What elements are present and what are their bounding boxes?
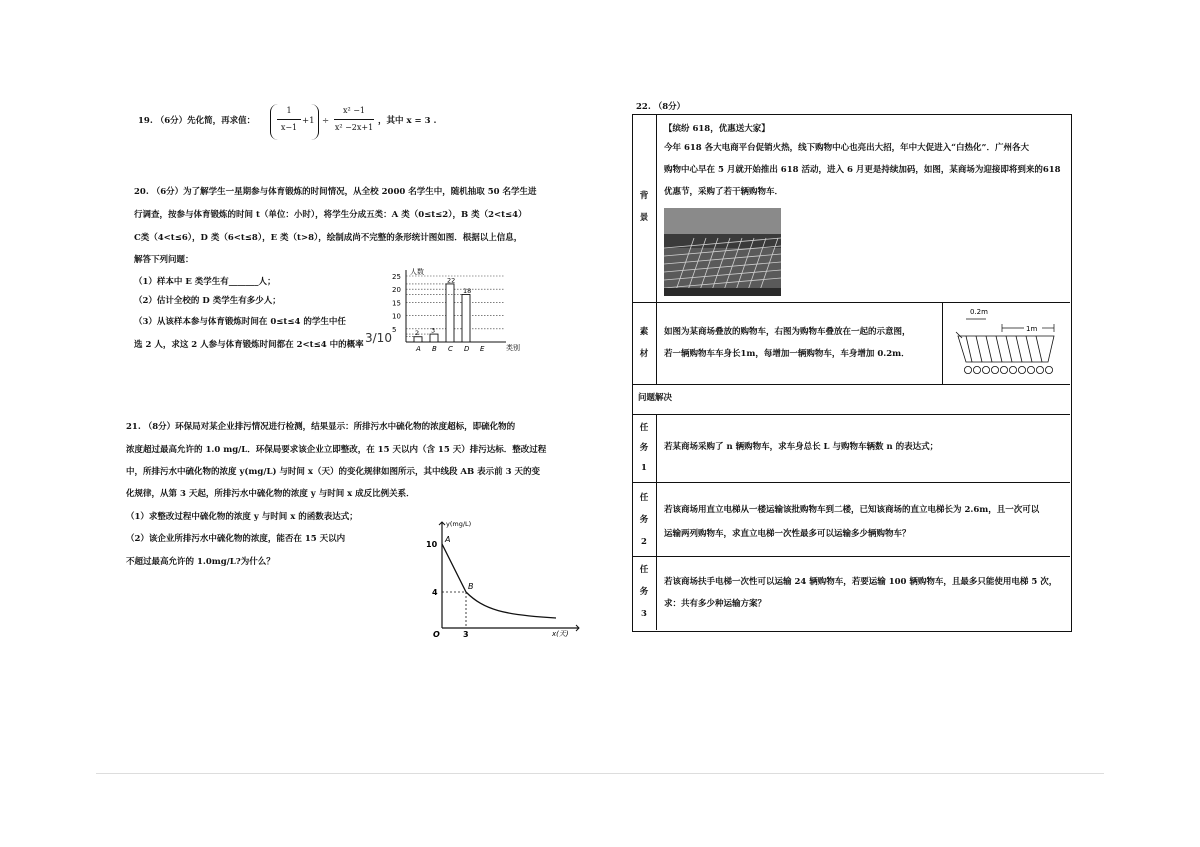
task2-line1: 若该商场用直立电梯从一楼运输该批购物车到二楼，已知该商场的直立电梯长为 2.6m，且一次可以 — [664, 505, 1040, 515]
graph-xlabel: x(天) — [552, 630, 569, 638]
solve-label: 问题解决 — [638, 393, 673, 403]
segment-AB — [442, 544, 466, 592]
page-bottom-rule — [96, 773, 1104, 774]
bar-xlabel: 类别 — [506, 344, 520, 352]
q19-frac1-bar — [277, 119, 301, 120]
q19-frac2-num: x² −1 — [342, 106, 366, 115]
bg-line1: 今年 618 各大电商平台促销火热，线下购物中心也亮出大招，年中大促进入“白热化”．广州各大 — [664, 143, 1029, 153]
q20-sub3: （3）从该样本参与体育锻炼时间在 0≤t≤4 的学生中任 — [134, 317, 346, 327]
cart-wheel — [964, 366, 971, 373]
q19-head: 19. （6分）先化简，再求值： — [138, 116, 256, 126]
q21-function-graph — [424, 518, 584, 638]
inverse-curve — [466, 592, 556, 618]
cart-wheel — [982, 366, 989, 373]
task1-num: 1 — [641, 463, 647, 473]
q19-paren-right — [310, 104, 319, 140]
bar-xtick-label: E — [480, 345, 485, 352]
mat-line2: 若一辆购物车车身长1m，每增加一辆购物车，车身增加 0.2m． — [664, 349, 910, 359]
cart-wheel — [1036, 366, 1043, 373]
cart-wheel — [1000, 366, 1007, 373]
origin-label: O — [433, 630, 440, 638]
task2-label-2: 务 — [639, 515, 649, 525]
bar-xtick-label: C — [448, 345, 453, 352]
bg-line3: 优惠节，采购了若干辆购物车． — [664, 187, 784, 197]
q19-frac1-den: x−1 — [280, 123, 298, 132]
q20-sub1: （1）样本中 E 类学生有_______人； — [134, 277, 276, 287]
bg-line2: 购物中心早在 5 月就开始推出 618 活动，进入 6 月更是持续加码，如图，某商场为迎接即将到来的618 — [664, 165, 1061, 175]
bar-B — [430, 334, 438, 342]
q19-frac1-num: 1 — [286, 106, 292, 115]
q21-line3: 中，所排污水中硫化物的浓度 y(mg/L) 与时间 x（天）的变化规律如图所示，其中线段 AB 表示前 3 天的变 — [126, 467, 540, 477]
q19-tail: ，其中 x = 3 . — [378, 116, 437, 126]
q20-line2: 行调查，按参与体育锻炼的时间 t（单位：小时），将学生分成五类：A 类（0≤t≤2），B 类（2<t≤4） — [134, 210, 527, 220]
bar-C — [446, 284, 454, 342]
bar-value-label: 2 — [415, 329, 420, 338]
bar-xtick-label: B — [432, 345, 437, 352]
task3-line2: 求：共有多少种运输方案？ — [664, 599, 767, 609]
dim-1m: 1m — [1026, 325, 1038, 333]
bar-D — [462, 294, 470, 342]
task3-label-2: 务 — [639, 587, 649, 597]
bg-title: 【缤纷 618，优惠送大家】 — [664, 124, 770, 134]
task2-num: 2 — [641, 537, 647, 547]
bar-xtick-label: D — [464, 345, 470, 352]
task2-line2: 运输两列购物车，求直立电梯一次性最多可以运输多少辆购物车？ — [664, 529, 911, 539]
q19-frac2-den: x² −2x+1 — [334, 123, 374, 132]
bar-ytick-label: 15 — [392, 299, 401, 308]
xtick-3: 3 — [463, 630, 469, 638]
cart-wheel — [1009, 366, 1016, 373]
cart-wheel — [1045, 366, 1052, 373]
q21-sub1: （1）求整改过程中硫化物的浓度 y 与时间 x 的函数表达式； — [126, 512, 358, 522]
q20-sub3b: 选 2 人，求这 2 人参与体育锻炼时间都在 2<t≤4 中的概率 — [134, 340, 364, 350]
bar-A — [414, 337, 422, 342]
task1-label-1: 任 — [639, 423, 649, 433]
q20-line1: 20. （6分）为了解学生一星期参与体育锻炼的时间情况，从全校 2000 名学生中，随机抽取 50 名学生进 — [134, 187, 537, 197]
q22-head: 22. （8分） — [636, 102, 686, 112]
bg-label-1: 背 — [639, 191, 649, 201]
ytick-10: 10 — [426, 540, 438, 549]
task3-num: 3 — [641, 609, 647, 619]
shopping-carts-photo — [664, 208, 781, 296]
mat-line1: 如图为某商场叠放的购物车，右图为购物车叠放在一起的示意图， — [664, 327, 911, 337]
q21-line2: 浓度超过最高允许的 1.0 mg/L．环保局要求该企业立即整改，在 15 天以内（含 15 天）排污达标．整改过程 — [126, 445, 547, 455]
q19-plus1: +1 — [302, 116, 315, 126]
q20-line4: 解答下列问题： — [134, 255, 194, 265]
q21-line4: 化规律，从第 3 天起，所排污水中硫化物的浓度 y 与时间 x 成反比例关系． — [126, 489, 415, 499]
q20-bar-chart — [384, 262, 534, 352]
bar-value-label: 3 — [431, 326, 436, 335]
task3-line1: 若该商场扶手电梯一次性可以运输 24 辆购物车，若要运输 100 辆购物车，且最多只能使用电梯 5 次， — [664, 577, 1058, 587]
bar-ytick-label: 20 — [392, 286, 401, 295]
bar-value-label: 22 — [447, 276, 456, 285]
point-A-label: A — [445, 535, 451, 544]
bar-xtick-label: A — [416, 345, 421, 352]
task1-text: 若某商场采购了 n 辆购物车，求车身总长 L 与购物车辆数 n 的表达式； — [664, 442, 939, 452]
q19-div: ÷ — [322, 116, 330, 126]
bar-ytick-label: 25 — [392, 273, 401, 281]
mat-label-1: 素 — [639, 327, 649, 337]
dim-0-2m: 0.2m — [970, 308, 988, 316]
bar-ylabel: 人数 — [410, 268, 424, 276]
bg-label-2: 景 — [639, 213, 649, 223]
cart-wheel — [1018, 366, 1025, 373]
point-B-label: B — [468, 582, 474, 591]
cart-wheel — [991, 366, 998, 373]
graph-ylabel: y(mg/L) — [446, 520, 472, 528]
bar-ytick-label: 5 — [392, 325, 397, 334]
cart-stack-diagram — [950, 306, 1065, 382]
cart-wheel — [973, 366, 980, 373]
bar-ytick-label: 10 — [392, 312, 401, 321]
cart-wheel — [1027, 366, 1034, 373]
task2-label-1: 任 — [639, 493, 649, 503]
q20-line3: C类（4<t≤6），D 类（6<t≤8），E 类（t>8），绘制成尚不完整的条形统计图如图．根据以上信息， — [134, 233, 523, 243]
task1-label-2: 务 — [639, 443, 649, 453]
q19-frac2-bar — [334, 119, 374, 120]
task3-label-1: 任 — [639, 565, 649, 575]
ytick-4: 4 — [432, 588, 438, 597]
q21-sub2b: 不超过最高允许的 1.0mg/L?为什么？ — [126, 557, 275, 567]
q21-line1: 21. （8分）环保局对某企业排污情况进行检测，结果显示：所排污水中硫化物的浓度超标，即硫化物的 — [126, 422, 516, 432]
q20-sub2: （2）估计全校的 D 类学生有多少人； — [134, 296, 281, 306]
q20-handwritten-answer: 3/10 — [365, 331, 392, 345]
q21-sub2: （2）该企业所排污水中硫化物的浓度，能否在 15 天以内 — [126, 534, 346, 544]
bar-value-label: 18 — [463, 286, 472, 295]
mat-label-2: 材 — [639, 349, 649, 359]
